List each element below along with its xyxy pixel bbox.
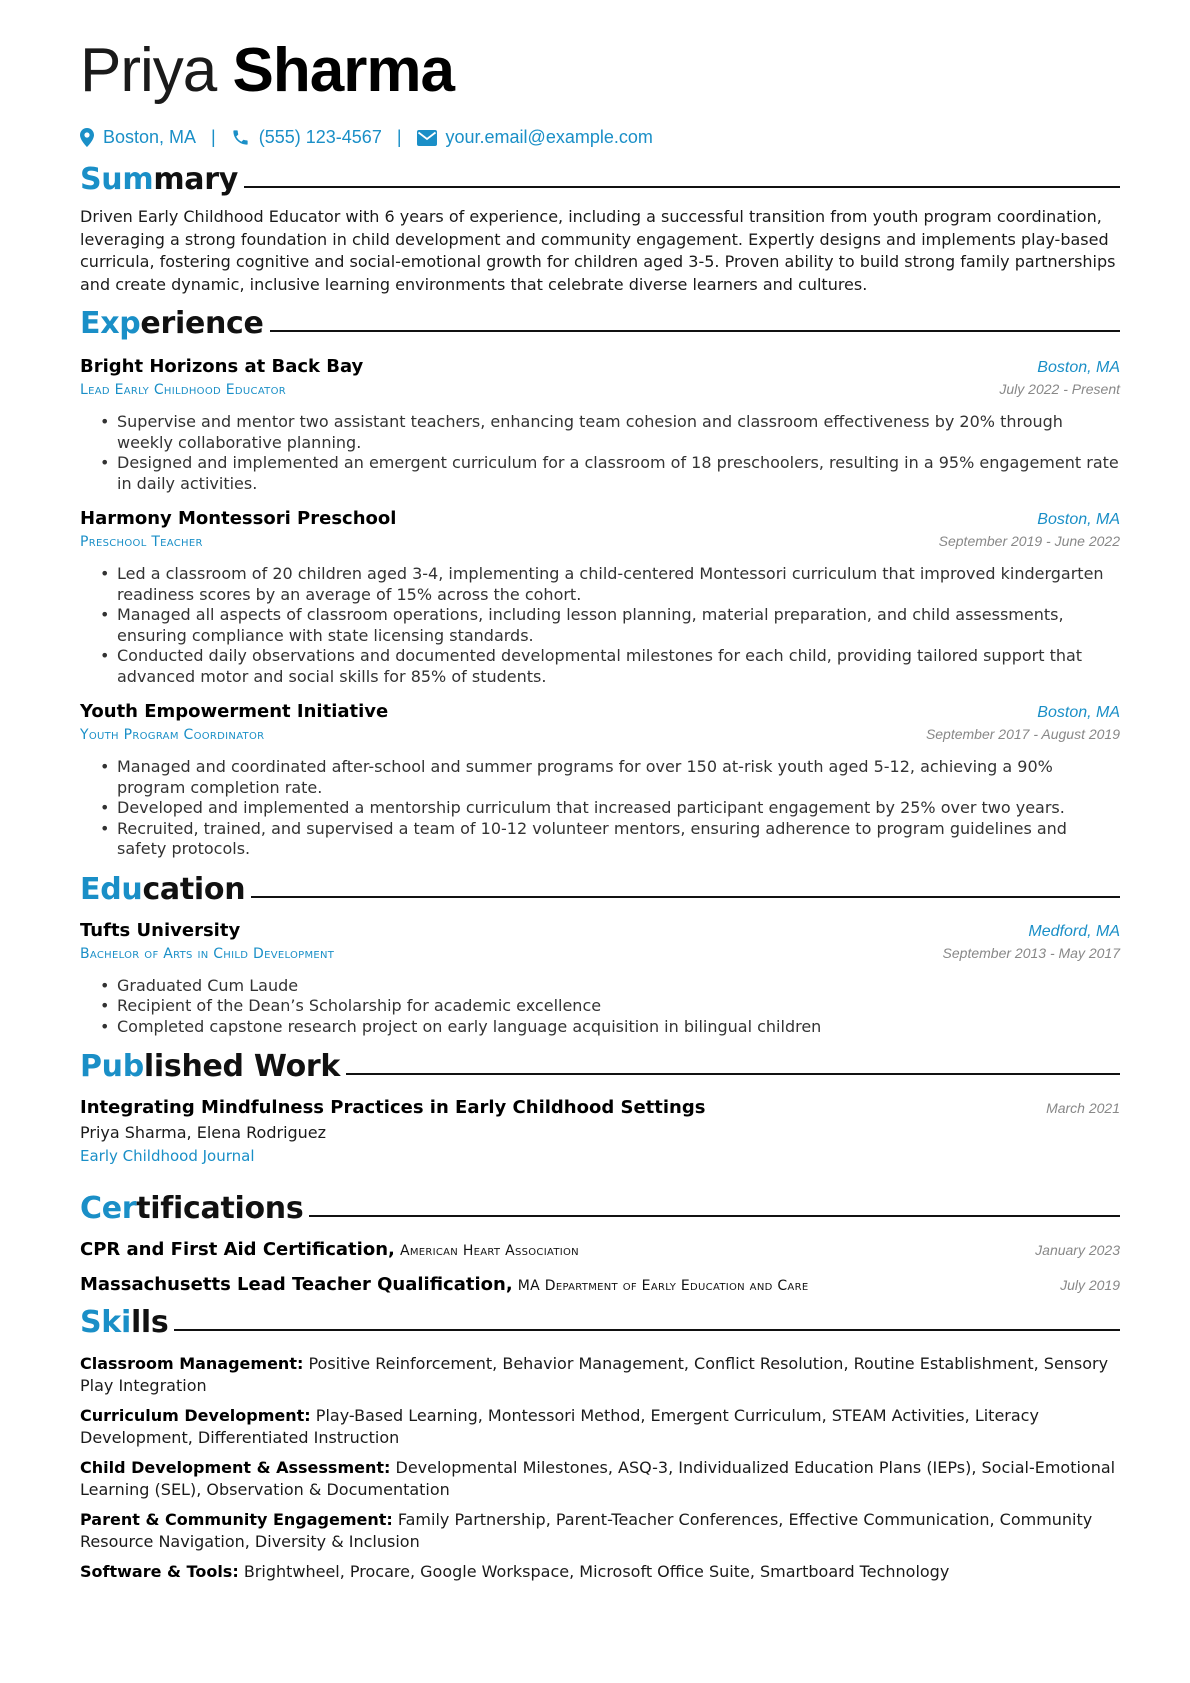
skill-group	[80, 1353, 1120, 1397]
bullet-item: • Recipient of the Dean’s Scholarship for academic excellence	[117, 996, 1120, 1017]
contact-bar	[80, 127, 1120, 148]
publication-journal: Early Childhood Journal	[80, 1147, 255, 1165]
skill-group-items: Brightwheel, Procare, Google Workspace, Microsoft Office Suite, Smartboard Technology	[243, 1562, 950, 1581]
bullet-item: • Managed and coordinated after-school and summer programs for over 150 at-risk youth aged 5-12, achieving a 90% program completion rate.	[117, 757, 1120, 798]
phone-icon	[231, 128, 250, 147]
bullet-item: • Designed and implemented an emergent curriculum for a classroom of 18 preschoolers, resulting in a 95% engagement rate in daily activities.	[117, 453, 1120, 494]
certification-entry: CPR and First Aid Certification, American Heart Association January 2023	[80, 1239, 1120, 1260]
summary-text: Driven Early Childhood Educator with 6 years of experience, including a successful transition from youth program coordination, leveraging a strong foundation in child development and community engagement. Expertly designs and implements play-based curricula, fostering cognitive and social-emotional growth for children aged 3-5. Proven ability to build strong family partnerships and create dynamic, inclusive learning environments that celebrate diverse learners and cultures.	[80, 207, 1116, 294]
entry-location: Boston, MA	[1037, 511, 1120, 528]
section-education-header	[80, 872, 1120, 908]
education-entry	[80, 920, 1120, 1038]
entry-organization: Youth Empowerment Initiative	[80, 701, 389, 722]
contact-separator: |	[396, 127, 402, 147]
certification-date: July 2019	[1060, 1277, 1120, 1293]
entry-role: Preschool Teacher	[80, 534, 203, 550]
certification-issuer: American Heart Association	[399, 1243, 579, 1259]
entry-bullets	[80, 412, 1120, 494]
publication-title: Integrating Mindfulness Practices in Early Childhood Settings	[80, 1097, 706, 1118]
experience-entry	[80, 508, 1120, 687]
map-pin-icon	[80, 128, 94, 147]
entry-location: Boston, MA	[1037, 704, 1120, 721]
entry-bullets	[80, 976, 1120, 1038]
section-rule	[174, 1329, 1120, 1331]
skill-group-items: Play-Based Learning, Montessori Method, Emergent Curriculum, STEAM Activities, Literacy Development, Differentiated Instruction	[80, 1406, 1039, 1447]
skill-group-label: Classroom Management:	[80, 1354, 304, 1373]
section-rule	[270, 330, 1120, 332]
skill-group-items: Developmental Milestones, ASQ-3, Individualized Education Plans (IEPs), Social-Emotional Learning (SEL), Observation & Documentation	[80, 1458, 1116, 1499]
skills-list	[80, 1353, 1120, 1583]
bullet-item: • Recruited, trained, and supervised a team of 10-12 volunteer mentors, ensuring adherence to program guidelines and safety protocols.	[117, 819, 1120, 860]
skill-group-label: Child Development & Assessment:	[80, 1458, 391, 1477]
section-experience-header	[80, 306, 1120, 342]
last-name: Sharma	[232, 36, 454, 105]
certification-name: Massachusetts Lead Teacher Qualification	[80, 1274, 506, 1295]
entry-dates: September 2013 - May 2017	[942, 944, 1120, 961]
section-rule	[244, 186, 1120, 188]
entry-location: Medford, MA	[1028, 922, 1120, 940]
section-title: Certifications	[80, 1191, 304, 1226]
phone-text: (555) 123-4567	[258, 127, 382, 147]
bullet-item: • Graduated Cum Laude	[117, 976, 1120, 997]
entry-organization: Harmony Montessori Preschool	[80, 508, 397, 529]
section-rule	[346, 1073, 1120, 1075]
section-rule	[309, 1215, 1120, 1217]
skill-group-label: Curriculum Development:	[80, 1406, 311, 1425]
skill-group-items: Positive Reinforcement, Behavior Management, Conflict Resolution, Routine Establishment, Sensory Play Integration	[80, 1354, 1109, 1395]
certification-date: January 2023	[1035, 1242, 1120, 1258]
entry-role: Youth Program Coordinator	[80, 727, 265, 743]
contact-location	[80, 127, 196, 148]
entry-organization: Bright Horizons at Back Bay	[80, 356, 364, 377]
candidate-name	[80, 36, 1120, 105]
entry-role: Lead Early Childhood Educator	[80, 382, 287, 398]
bullet-item: • Developed and implemented a mentorship curriculum that increased participant engagement by 25% over two years.	[117, 798, 1120, 819]
bullet-item: • Conducted daily observations and documented developmental milestones for each child, providing tailored support that advanced motor and social skills for 85% of students.	[117, 646, 1120, 687]
contact-separator: |	[211, 127, 216, 147]
section-skills-header	[80, 1305, 1120, 1341]
location-text: Boston, MA	[103, 127, 197, 147]
section-certifications-header	[80, 1191, 1120, 1227]
bullet-item: • Led a classroom of 20 children aged 3-4, implementing a child-centered Montessori curriculum that improved kindergarten readiness scores by an average of 15% across the cohort.	[117, 564, 1120, 605]
section-summary-header	[80, 162, 1120, 198]
skill-group-label: Software & Tools:	[80, 1562, 239, 1581]
section-published-header	[80, 1049, 1120, 1085]
entry-bullets	[80, 757, 1120, 860]
publication-authors: Priya Sharma, Elena Rodriguez	[80, 1123, 327, 1142]
publication-date: March 2021	[1046, 1100, 1120, 1116]
section-title: Education	[80, 871, 246, 907]
email-text: your.email@example.com	[445, 127, 653, 147]
envelope-icon	[417, 130, 437, 146]
skill-group	[80, 1509, 1120, 1553]
section-rule	[251, 896, 1120, 898]
contact-email[interactable]	[417, 127, 653, 148]
skill-group	[80, 1561, 1120, 1583]
skill-group-items: Family Partnership, Parent-Teacher Conferences, Effective Communication, Community Resource Navigation, Diversity & Inclusion	[80, 1510, 1093, 1551]
bullet-item: • Completed capstone research project on early language acquisition in bilingual children	[117, 1017, 1120, 1038]
entry-location: Boston, MA	[1037, 359, 1120, 376]
entry-role: Bachelor of Arts in Child Development	[80, 945, 335, 962]
skill-group-label: Parent & Community Engagement:	[80, 1510, 393, 1529]
entry-dates: July 2022 - Present	[999, 381, 1120, 397]
bullet-item: • Managed all aspects of classroom operations, including lesson planning, material preparation, and child assessments, ensuring compliance with state licensing standards.	[117, 605, 1120, 646]
entry-organization: Tufts University	[80, 919, 241, 941]
certification-name: CPR and First Aid Certification	[80, 1239, 389, 1260]
bullet-item: • Supervise and mentor two assistant teachers, enhancing team cohesion and classroom effectiveness by 20% through weekly collaborative planning.	[117, 412, 1120, 453]
certification-entry: Massachusetts Lead Teacher Qualification, MA Department of Early Education and Care July 2019	[80, 1274, 1120, 1295]
publication-entry	[80, 1097, 1120, 1165]
certification-issuer: MA Department of Early Education and Care	[517, 1278, 809, 1294]
section-title: Published Work	[80, 1049, 341, 1084]
entry-dates: September 2017 - August 2019	[925, 726, 1120, 742]
section-title: Skills	[80, 1305, 169, 1340]
contact-phone[interactable]	[231, 127, 382, 148]
first-name: Priya	[80, 36, 217, 105]
experience-entry	[80, 701, 1120, 860]
section-title: Summary	[80, 162, 238, 197]
section-title: Experience	[80, 306, 264, 341]
experience-entry	[80, 356, 1120, 494]
skill-group	[80, 1457, 1120, 1501]
entry-dates: September 2019 - June 2022	[938, 533, 1120, 549]
entry-bullets	[80, 564, 1120, 687]
skill-group	[80, 1405, 1120, 1449]
